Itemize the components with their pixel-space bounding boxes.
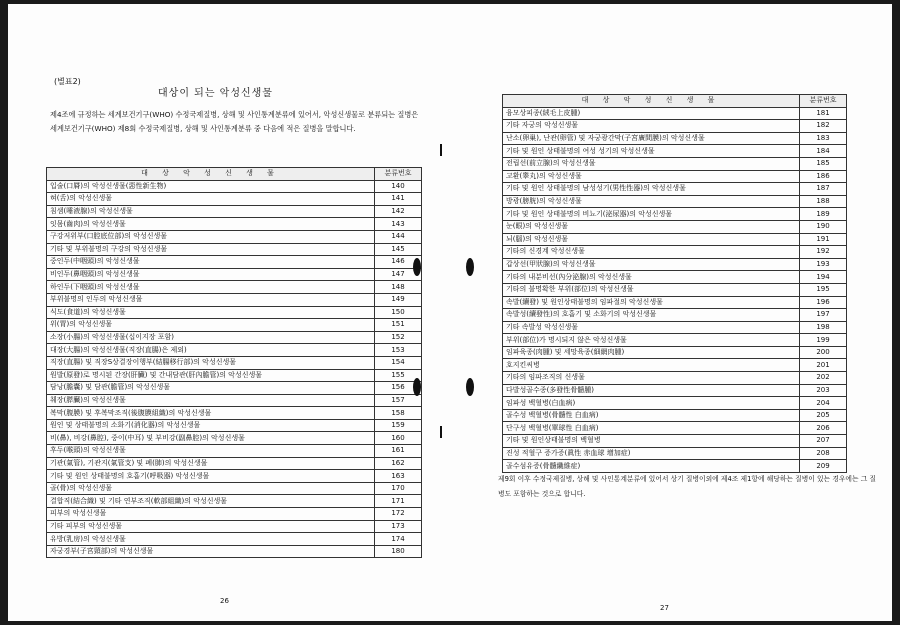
table-row: [503, 334, 847, 347]
classification-code: 187: [800, 183, 847, 196]
classification-code: 152: [375, 331, 422, 344]
disease-name: 자궁경부(子宮頸部)의 악성신생물: [47, 545, 375, 558]
table-row: [503, 208, 847, 221]
table-row: [47, 419, 422, 432]
disease-name: 방광(膀胱)의 악성신생물: [503, 195, 800, 208]
table-row: [503, 145, 847, 158]
table-row: [503, 120, 847, 133]
table-row: [503, 447, 847, 460]
classification-code: 145: [375, 243, 422, 256]
disease-name: 중인두(中咽頭)의 악성신생물: [47, 256, 375, 269]
disease-name: 복막(腹膜) 및 후복막조직(後腹膜組織)의 악성신생물: [47, 407, 375, 420]
table-row: [503, 233, 847, 246]
disease-name: 직장(直腸) 및 직장S상결장이행부(結腸移行部)의 악성신생물: [47, 356, 375, 369]
header-name: 대 상 악 성 신 생 물: [47, 168, 375, 181]
table-row: [47, 457, 422, 470]
table-row: [47, 306, 422, 319]
table-row: [47, 520, 422, 533]
header-code: 분류번호: [375, 168, 422, 181]
table-row: [47, 331, 422, 344]
table-row: [503, 346, 847, 359]
classification-code: 162: [375, 457, 422, 470]
classification-code: 171: [375, 495, 422, 508]
classification-code: 204: [800, 397, 847, 410]
disease-name: 위(胃)의 악성신생물: [47, 319, 375, 332]
cancer-list-table-left: [46, 167, 422, 558]
disease-name: 잇몸(齒肉)의 악성신생물: [47, 218, 375, 231]
disease-name: 유방(乳房)의 악성신생물: [47, 533, 375, 546]
table-row: [503, 271, 847, 284]
header-code: 분류번호: [800, 95, 847, 108]
binder-mark: [440, 426, 442, 438]
disease-name: 임파육종(肉腫) 및 세망육종(細網肉腫): [503, 346, 800, 359]
disease-name: 눈(眼)의 악성신생물: [503, 220, 800, 233]
table-row: [47, 243, 422, 256]
disease-name: 전립선(前立腺)의 악성신생물: [503, 157, 800, 170]
table-row: [47, 193, 422, 206]
right-page: [450, 4, 892, 621]
classification-code: 199: [800, 334, 847, 347]
binder-hole: [466, 378, 474, 396]
page-title: 대상이 되는 악성신생물: [158, 88, 273, 99]
table-row: [47, 218, 422, 231]
scan-border-left: [0, 0, 8, 625]
disease-name: 원발(原發)로 명시된 간장(肝臟) 및 간내담관(肝內膽管)의 악성신생물: [47, 369, 375, 382]
classification-code: 148: [375, 281, 422, 294]
disease-name: 기타 자궁의 악성신생물: [503, 120, 800, 133]
disease-name: 고환(睾丸)의 악성신생물: [503, 170, 800, 183]
scan-border-right: [892, 0, 900, 625]
table-row: [503, 296, 847, 309]
classification-code: 182: [800, 120, 847, 133]
classification-code: 170: [375, 482, 422, 495]
disease-name: 단구성 백혈병(單球性 白血病): [503, 422, 800, 435]
disease-name: 하인두(下咽頭)의 악성신생물: [47, 281, 375, 294]
classification-code: 150: [375, 306, 422, 319]
classification-code: 203: [800, 384, 847, 397]
classification-code: 195: [800, 283, 847, 296]
disease-name: 결합직(結合織) 및 기타 연부조직(軟部組織)의 악성신생물: [47, 495, 375, 508]
footnote: 제9회 이후 수정국제질병, 상해 및 사인통계분류에 있어서 상기 질병이외에 제4조 제1항에 해당하는 질병이 있는 경우에는 그 질병도 포함하는 것으로 합니다.: [498, 475, 876, 498]
classification-code: 197: [800, 309, 847, 322]
disease-name: 기타 속발성 악성신생물: [503, 321, 800, 334]
classification-code: 151: [375, 319, 422, 332]
classification-code: 156: [375, 382, 422, 395]
classification-code: 194: [800, 271, 847, 284]
table-row: [47, 356, 422, 369]
disease-name: 속발(續發) 및 원인상태불명의 임파절의 악성신생물: [503, 296, 800, 309]
table-row: [47, 545, 422, 558]
disease-name: 뇌(腦)의 악성신생물: [503, 233, 800, 246]
annex-label: (별표2): [54, 77, 81, 86]
disease-name: 골수성 백혈병(骨髓性 白血病): [503, 409, 800, 422]
disease-name: 담낭(膽囊) 및 담관(膽管)의 악성신생물: [47, 382, 375, 395]
classification-code: 141: [375, 193, 422, 206]
disease-name: 호지킨씨병: [503, 359, 800, 372]
document-scan: [8, 4, 892, 621]
classification-code: 186: [800, 170, 847, 183]
table-row: [503, 460, 847, 473]
header-name: 대 상 악 성 신 생 물: [503, 95, 800, 108]
classification-code: 193: [800, 258, 847, 271]
classification-code: 202: [800, 372, 847, 385]
disease-name: 융모상피종(絨毛上皮腫): [503, 107, 800, 120]
classification-code: 149: [375, 293, 422, 306]
disease-name: 기타 및 원인 상태불명의 남성성기(男性性器)의 악성신생물: [503, 183, 800, 196]
classification-code: 189: [800, 208, 847, 221]
disease-name: 기타의 신경계 악성신생물: [503, 246, 800, 259]
classification-code: 180: [375, 545, 422, 558]
table-header-row: [47, 168, 422, 181]
disease-name: 부위(部位)가 명시되지 않은 악성신생물: [503, 334, 800, 347]
classification-code: 142: [375, 205, 422, 218]
disease-name: 속발성(續發性)의 호흡기 및 소화기의 악성신생물: [503, 309, 800, 322]
table-row: [503, 183, 847, 196]
table-header-row: [503, 95, 847, 108]
table-row: [503, 359, 847, 372]
table-row: [503, 283, 847, 296]
table-row: [47, 394, 422, 407]
disease-name: 골(骨)의 악성신생물: [47, 482, 375, 495]
classification-code: 153: [375, 344, 422, 357]
table-row: [503, 246, 847, 259]
classification-code: 184: [800, 145, 847, 158]
classification-code: 147: [375, 268, 422, 281]
disease-name: 췌장(膵臟)의 악성신생물: [47, 394, 375, 407]
classification-code: 201: [800, 359, 847, 372]
table-row: [503, 258, 847, 271]
table-row: [47, 508, 422, 521]
classification-code: 208: [800, 447, 847, 460]
left-page: [8, 4, 450, 621]
disease-name: 임파성 백혈병(白血病): [503, 397, 800, 410]
classification-code: 161: [375, 445, 422, 458]
classification-code: 143: [375, 218, 422, 231]
classification-code: 159: [375, 419, 422, 432]
table-row: [47, 344, 422, 357]
disease-name: 입술(口脣)의 악성신생물(惡性新生物): [47, 180, 375, 193]
disease-name: 원인 및 상태불명의 소화기(消化器)의 악성신생물: [47, 419, 375, 432]
disease-name: 혀(舌)의 악성신생물: [47, 193, 375, 206]
disease-name: 구강저위부(口腔底位部)의 악성신생물: [47, 230, 375, 243]
table-row: [503, 321, 847, 334]
table-row: [47, 180, 422, 193]
table-row: [47, 293, 422, 306]
disease-name: 식도(食道)의 악성신생물: [47, 306, 375, 319]
disease-name: 피부의 악성신생물: [47, 508, 375, 521]
table-row: [503, 157, 847, 170]
classification-code: 198: [800, 321, 847, 334]
table-row: [503, 170, 847, 183]
disease-name: 기타의 내분비선(內分泌腺)의 악성신생물: [503, 271, 800, 284]
disease-name: 기타의 임파조직의 신생물: [503, 372, 800, 385]
classification-code: 181: [800, 107, 847, 120]
table-row: [503, 409, 847, 422]
binder-hole: [466, 258, 474, 276]
table-row: [47, 482, 422, 495]
binder-hole: [413, 258, 421, 276]
disease-name: 후두(喉頭)의 악성신생물: [47, 445, 375, 458]
binder-mark: [440, 144, 442, 156]
classification-code: 191: [800, 233, 847, 246]
table-row: [503, 397, 847, 410]
classification-code: 200: [800, 346, 847, 359]
disease-name: 비(鼻), 비강(鼻腔), 중이(中耳) 및 부비강(副鼻腔)의 악성신생물: [47, 432, 375, 445]
page-number: 27: [660, 604, 669, 612]
intro-paragraph: 제4조에 규정하는 세계보건기구(WHO) 수정국제질병, 상해 및 사인통계분류에 있어서, 악성신생물로 분류되는 질병은 세계보건기구(WHO) 제8회 수정국제질병, 상해 및 사인통계분류 중 다음에 적은 질병을 말합니다.: [50, 110, 419, 133]
classification-code: 190: [800, 220, 847, 233]
disease-name: 기타 및 원인 상태불명의 호흡기(呼吸器) 악성신생물: [47, 470, 375, 483]
classification-code: 172: [375, 508, 422, 521]
classification-code: 157: [375, 394, 422, 407]
disease-name: 기타 피부의 악성신생물: [47, 520, 375, 533]
disease-name: 난소(卵巢), 난관(卵管) 및 자궁광간막(子宮廣間膜)의 악성신생물: [503, 132, 800, 145]
table-body: [47, 180, 422, 558]
disease-name: 다발성골수종(多發性骨髓腫): [503, 384, 800, 397]
table-row: [503, 220, 847, 233]
binder-hole: [413, 378, 421, 396]
table-row: [503, 372, 847, 385]
classification-code: 158: [375, 407, 422, 420]
table-row: [47, 533, 422, 546]
disease-name: 갑상선(甲狀腺)의 악성신생물: [503, 258, 800, 271]
disease-name: 침샘(唾液腺)의 악성신생물: [47, 205, 375, 218]
classification-code: 173: [375, 520, 422, 533]
table-row: [47, 205, 422, 218]
table-row: [47, 470, 422, 483]
table-row: [503, 107, 847, 120]
classification-code: 154: [375, 356, 422, 369]
disease-name: 진성 적혈구 증가증(眞性 赤血球 增加症): [503, 447, 800, 460]
table-row: [47, 268, 422, 281]
table-row: [47, 495, 422, 508]
table-row: [47, 319, 422, 332]
classification-code: 205: [800, 409, 847, 422]
table-row: [47, 432, 422, 445]
classification-code: 144: [375, 230, 422, 243]
disease-name: 기타의 불명확한 부위(部位)의 악성신생물: [503, 283, 800, 296]
table-row: [47, 281, 422, 294]
table-row: [503, 384, 847, 397]
classification-code: 174: [375, 533, 422, 546]
table-row: [47, 407, 422, 420]
disease-name: 비인두(鼻咽頭)의 악성신생물: [47, 268, 375, 281]
disease-name: 기타 및 원인 상태불명의 비뇨기(泌尿器)의 악성신생물: [503, 208, 800, 221]
disease-name: 기타 및 원인 상태불명의 여성 성기의 악성신생물: [503, 145, 800, 158]
classification-code: 192: [800, 246, 847, 259]
classification-code: 140: [375, 180, 422, 193]
table-row: [47, 256, 422, 269]
table-body: [503, 107, 847, 472]
disease-name: 소장(小腸)의 악성신생물(십이지장 포함): [47, 331, 375, 344]
disease-name: 부위불명의 인두의 악성신생물: [47, 293, 375, 306]
disease-name: 기타 및 원인상태불명의 백혈병: [503, 435, 800, 448]
classification-code: 155: [375, 369, 422, 382]
classification-code: 146: [375, 256, 422, 269]
table-row: [47, 445, 422, 458]
classification-code: 188: [800, 195, 847, 208]
disease-name: 기관(氣管), 기관지(氣管支) 및 폐(肺)의 악성신생물: [47, 457, 375, 470]
table-row: [503, 435, 847, 448]
disease-name: 기타 및 부위불명의 구강의 악성신생물: [47, 243, 375, 256]
classification-code: 209: [800, 460, 847, 473]
classification-code: 196: [800, 296, 847, 309]
table-row: [47, 230, 422, 243]
table-row: [503, 132, 847, 145]
classification-code: 163: [375, 470, 422, 483]
cancer-list-table-right: [502, 94, 847, 473]
table-row: [503, 422, 847, 435]
table-row: [47, 382, 422, 395]
classification-code: 183: [800, 132, 847, 145]
disease-name: 대장(大腸)의 악성신생물(직장(直腸)은 제외): [47, 344, 375, 357]
classification-code: 206: [800, 422, 847, 435]
disease-name: 골수섬유증(骨髓纖維症): [503, 460, 800, 473]
page-number: 26: [220, 597, 229, 605]
table-row: [503, 309, 847, 322]
classification-code: 185: [800, 157, 847, 170]
classification-code: 207: [800, 435, 847, 448]
classification-code: 160: [375, 432, 422, 445]
table-row: [47, 369, 422, 382]
table-row: [503, 195, 847, 208]
